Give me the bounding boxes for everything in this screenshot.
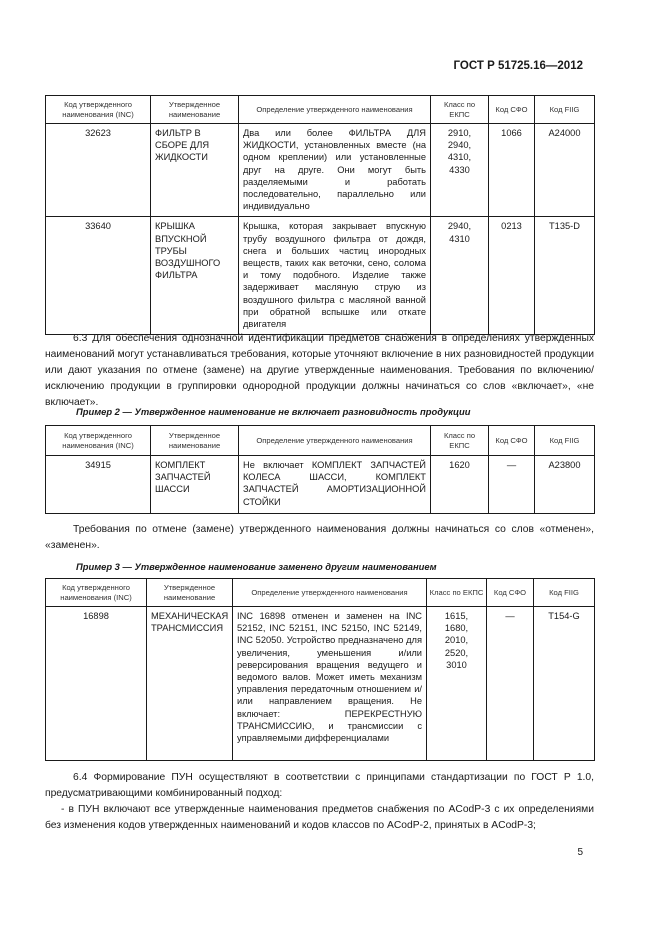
cell-sfo: — <box>487 607 534 761</box>
cell-inc: 34915 <box>46 456 151 514</box>
header-inc: Код утвержденного наименования (INC) <box>46 579 147 607</box>
cell-definition: Два или более ФИЛЬТРА ДЛЯ ЖИДКОСТИ, установленных вместе (на одном креплении) или установленные друг на друге. Они могут быть разделяемыми и работать последовательно, параллельно или индивидуально <box>239 124 431 217</box>
paragraph-6-3-text: 6.3 Для обеспечения однозначной идентификации предметов снабжения в определениях утвержденных наименований могут устанавливаться требования, которые уточняют включение в них разновидностей продукции или дают указания по отмене (замене) на другие утвержденные наименования. Требования по включению/исключению продукции в группировки однородной продукции должны начинаться со слов «включает», «не включает». <box>45 333 594 408</box>
cell-name: КОМПЛЕКТ ЗАПЧАСТЕЙ ШАССИ <box>151 456 239 514</box>
cell-sfo: — <box>489 456 535 514</box>
header-sfo: Код СФО <box>489 426 535 456</box>
cell-name: МЕХАНИЧЕСКАЯ ТРАНСМИССИЯ <box>147 607 233 761</box>
table-row <box>46 217 595 335</box>
bullet-item-text: - в ПУН включают все утвержденные наименования предметов снабжения по ACodP-3 с их определениями без изменения кодов утвержденных наименований и кодов классов по ACodP-2, принятых в ACodP-3; <box>45 804 594 831</box>
header-name: Утвержденное наименование <box>151 426 239 456</box>
header-name: Утвержденное наименование <box>147 579 233 607</box>
example-2-title: Пример 2 — Утвержденное наименование не включает разновидность продукции <box>76 406 471 417</box>
cell-class: 1615, 1680, 2010, 2520, 3010 <box>427 607 487 761</box>
definitions-table-2 <box>45 425 595 514</box>
bullet-item <box>45 802 594 834</box>
table-row <box>46 124 595 217</box>
cell-name: ФИЛЬТР В СБОРЕ ДЛЯ ЖИДКОСТИ <box>151 124 239 217</box>
example-3-title: Пример 3 — Утвержденное наименование заменено другим наименованием <box>76 561 437 572</box>
page-number: 5 <box>577 847 583 858</box>
header-sfo: Код СФО <box>487 579 534 607</box>
header-sfo: Код СФО <box>489 96 535 124</box>
paragraph-6-4 <box>45 770 594 802</box>
document-header: ГОСТ Р 51725.16—2012 <box>453 60 583 72</box>
cell-inc: 32623 <box>46 124 151 217</box>
header-definition: Определение утвержденного наименования <box>239 426 431 456</box>
header-definition: Определение утвержденного наименования <box>239 96 431 124</box>
cell-class: 1620 <box>431 456 489 514</box>
header-class: Класс по ЕКПС <box>431 426 489 456</box>
cell-sfo: 1066 <box>489 124 535 217</box>
cell-definition: Крышка, которая закрывает впускную трубу воздушного фильтра от дождя, снега и больших частиц инородных веществ, таких как веточки, сено, солома и тому подобного. Изделие также задерживает масляную струю из воздушного фильтра с масляной ванной при обратной вспышке или откате двигателя <box>239 217 431 335</box>
table-row <box>46 456 595 514</box>
paragraph-cancel <box>45 522 594 554</box>
cell-name: КРЫШКА ВПУСКНОЙ ТРУБЫ ВОЗДУШНОГО ФИЛЬТРА <box>151 217 239 335</box>
cell-inc: 33640 <box>46 217 151 335</box>
definitions-table-3 <box>45 578 595 761</box>
header-class: Класс по ЕКПС <box>431 96 489 124</box>
paragraph-cancel-text: Требования по отмене (замене) утвержденного наименования должны начинаться со слов «отменен», «заменен». <box>45 524 594 551</box>
header-inc: Код утвержденного наименования (INC) <box>46 426 151 456</box>
table-row <box>46 607 595 761</box>
header-name: Утвержденное наименование <box>151 96 239 124</box>
cell-definition: INC 16898 отменен и заменен на INC 52152, INC 52151, INC 52150, INC 52149, INC 52050. Устройство предназначено для увеличения, уменьшения и/или реверсирования вращения ведущего и ведомого валов. Может иметь механизм управления передаточным отношением и/или направлением вращения. Не включает: ПЕРЕКРЕСТНУЮ ТРАНСМИССИЮ, и трансмиссии с управляемыми дифференциалами <box>233 607 427 761</box>
cell-definition: Не включает КОМПЛЕКТ ЗАПЧАСТЕЙ КОЛЕСА ШАССИ, КОМПЛЕКТ ЗАПЧАСТЕЙ АМОРТИЗАЦИОННОЙ СТОЙКИ <box>239 456 431 514</box>
cell-class: 2940, 4310 <box>431 217 489 335</box>
cell-fiig: A23800 <box>535 456 595 514</box>
header-class: Класс по ЕКПС <box>427 579 487 607</box>
cell-inc: 16898 <box>46 607 147 761</box>
header-definition: Определение утвержденного наименования <box>233 579 427 607</box>
cell-fiig: T135-D <box>535 217 595 335</box>
header-fiig: Код FIIG <box>535 96 595 124</box>
header-inc: Код утвержденного наименования (INC) <box>46 96 151 124</box>
cell-class: 2910, 2940, 4310, 4330 <box>431 124 489 217</box>
cell-fiig: A24000 <box>535 124 595 217</box>
definitions-table-1 <box>45 95 595 335</box>
header-fiig: Код FIIG <box>534 579 595 607</box>
paragraph-6-3 <box>45 331 594 411</box>
paragraph-6-4-text: 6.4 Формирование ПУН осуществляют в соответствии с принципами стандартизации по ГОСТ Р 1.0, предусматривающими комбинированный подход: <box>45 772 594 799</box>
header-fiig: Код FIIG <box>535 426 595 456</box>
cell-fiig: T154-G <box>534 607 595 761</box>
cell-sfo: 0213 <box>489 217 535 335</box>
